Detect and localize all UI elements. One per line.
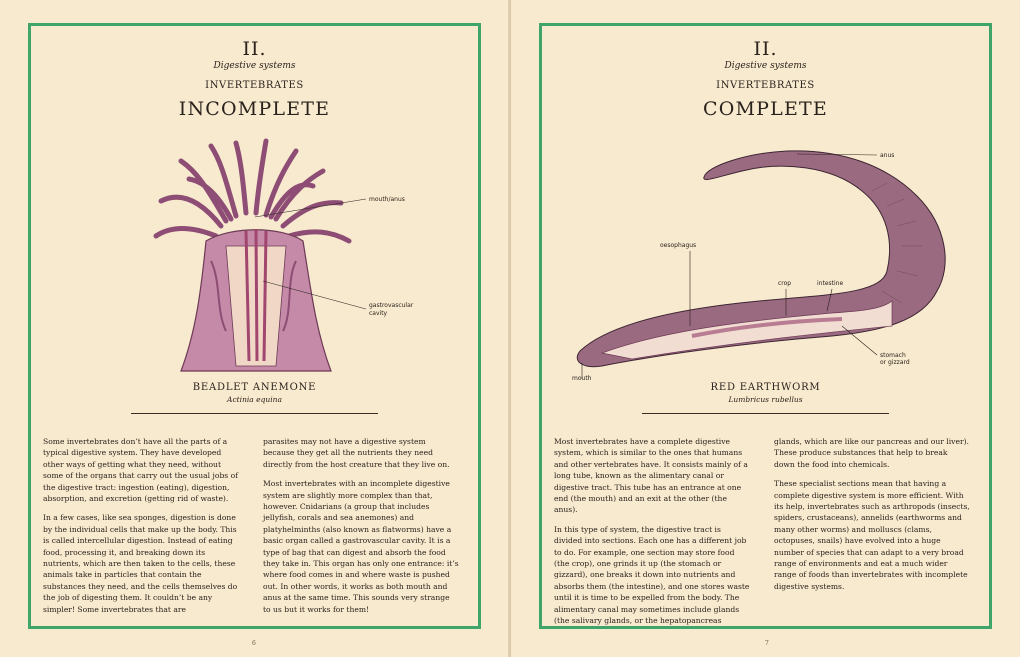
label-gizzard: or gizzard <box>880 359 910 366</box>
beadlet-anemone-illustration <box>31 131 478 381</box>
species-common-name: BEADLET ANEMONE <box>192 382 317 393</box>
left-page <box>0 0 509 657</box>
text-column-1 <box>554 436 750 635</box>
label-crop: crop <box>778 280 792 287</box>
category-heading: INVERTEBRATES <box>716 80 815 91</box>
category-heading: INVERTEBRATES <box>205 80 304 91</box>
paragraph: parasites may not have a digestive system because they get all the nutrients they need directly from the host creature that they live on. <box>263 437 450 469</box>
paragraph: Most invertebrates with an incomplete digestive system are slightly more complex than that, however. Cnidarians (a group that includes jellyfish, corals and sea anemones) and platyhelminths (also known as flatworms) have a basic organ called a gastrovascular cavity. It is a type of bag that can digest and absorb the food they take in. This organ has only one entrance: it’s where food comes in and where waste is pushed out. In other words, it works as both mouth and anus at the same time. This sounds very strange to us but it works for them! <box>263 479 459 614</box>
label-intestine: intestine <box>817 280 844 287</box>
paragraph: In this type of system, the digestive tract is divided into sections. Each one has a different job to do. For example, one section may store food (the crop), one grinds it up (the stomach or gizzard), one breaks it down into nutrients and absorbs them (the intestine), and one stores waste until it is time to be expelled from the body. The alimentary canal may sometimes include glands (the salivary glands, or the hepatopancreas <box>554 524 750 626</box>
label-cavity: cavity <box>369 310 388 317</box>
label-anus: anus <box>880 152 895 159</box>
red-earthworm-illustration <box>542 131 989 381</box>
label-gastrovascular: gastrovascular <box>369 302 414 309</box>
page-title: COMPLETE <box>703 98 828 120</box>
label-oesophagus: oesophagus <box>660 242 697 249</box>
anemone-tentacles-icon <box>156 141 349 241</box>
paragraph: Some invertebrates don’t have all the parts of a typical digestive system. They have developed other ways of getting what they need, without some of the organs that carry out the usual jobs of the digestive tract: ingestion (eating), digestion, absorption, and excretion (getting rid of waste). <box>43 437 239 504</box>
section-subtitle: Digestive systems <box>724 61 807 71</box>
species-latin-name: Actinia equina <box>227 395 282 404</box>
text-column-1 <box>43 436 239 623</box>
species-latin-name: Lumbricus rubellus <box>728 395 803 404</box>
paragraph: In a few cases, like sea sponges, digestion is done by the individual cells that make up the body. This is called intercellular digestion. Instead of eating food, processing it, and breaking down its nutrients, which are then taken to the cells, these animals take in particles that contain the substances they need, and the cells themselves do the job of digesting them. It couldn’t be any simpler! Some invertebrates that are <box>43 513 238 614</box>
illustration-caption <box>31 382 478 404</box>
label-mouth: mouth <box>572 375 592 381</box>
illustration-caption <box>542 382 989 404</box>
paragraph: glands, which are like our pancreas and our liver). These produce substances that help to break down the food into chemicals. <box>774 437 969 469</box>
page-title: INCOMPLETE <box>178 98 331 120</box>
paragraph: These specialist sections mean that having a complete digestive system is more efficient. With its help, invertebrates such as arthropods (insects, spiders, crustaceans), annelids (earthworms and many other worms) and molluscs (clams, octopuses, snails) have evolved into a huge number of species that can adapt to a very broad range of environments and eat a much wider range of foods than invertebrates with incomplete digestive systems. <box>774 479 970 591</box>
chapter-numeral: II. <box>242 38 267 60</box>
label-stomach: stomach <box>880 352 906 359</box>
text-column-2 <box>774 436 970 600</box>
chapter-numeral: II. <box>753 38 778 60</box>
page-number: 6 <box>252 640 256 647</box>
label-mouth-anus: mouth/anus <box>369 196 405 203</box>
right-page-frame <box>539 23 992 629</box>
section-subtitle: Digestive systems <box>213 61 296 71</box>
paragraph: Most invertebrates have a complete digestive system, which is similar to the ones that humans and other vertebrates have. It consists mainly of a long tube, known as the alimentary canal or digestive tract. This tube has an entrance at one end (the mouth) and an exit at the other (the anus). <box>554 437 748 515</box>
caption-rule <box>642 413 889 414</box>
left-page-frame <box>28 23 481 629</box>
text-column-2 <box>263 436 459 623</box>
caption-rule <box>131 413 378 414</box>
species-common-name: RED EARTHWORM <box>710 382 821 393</box>
page-number: 7 <box>765 640 769 647</box>
right-page <box>511 0 1020 657</box>
